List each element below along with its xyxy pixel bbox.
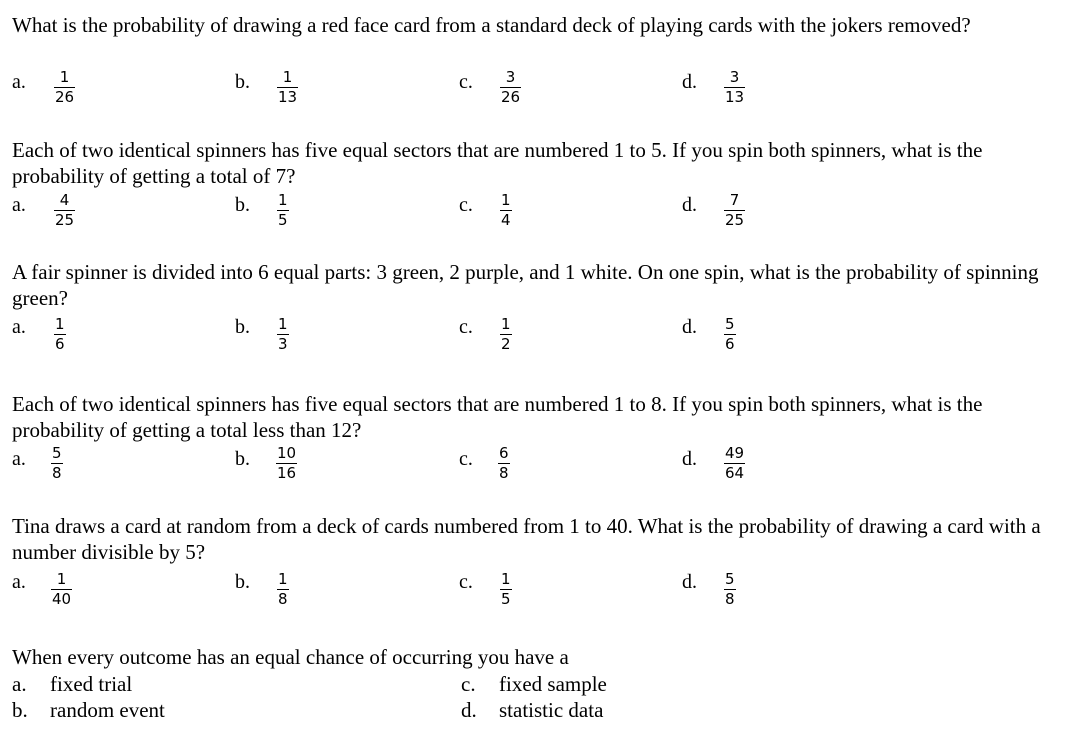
- denominator: 8: [499, 464, 509, 482]
- q5-option-d-fraction: [724, 572, 736, 607]
- numerator: 1: [501, 315, 511, 333]
- q2-option-a-letter: a.: [12, 194, 26, 216]
- q4-option-a-fraction: [51, 446, 63, 481]
- q5-option-c-letter: c.: [459, 571, 473, 593]
- q6-option-b-letter: b.: [12, 698, 28, 722]
- q5-option-b-fraction: [277, 572, 289, 607]
- q6-option-a-label: fixed trial: [50, 672, 133, 696]
- numerator: 10: [277, 444, 297, 462]
- denominator: 2: [501, 335, 511, 353]
- numerator: 1: [501, 570, 511, 588]
- denominator: 8: [278, 590, 288, 608]
- question-3-text: A fair spinner is divided into 6 equal parts: 3 green, 2 purple, and 1 white. On one spin, what is the probability of spinning green?: [12, 260, 1039, 310]
- q6-option-c-letter: c.: [461, 672, 476, 696]
- q1-option-a-fraction: [54, 70, 75, 105]
- q4-option-d-fraction: [724, 446, 745, 481]
- question-5-text: Tina draws a card at random from a deck of cards numbered from 1 to 40. What is the probability of drawing a card with a number divisible by 5?: [12, 514, 1041, 564]
- question-6-text: When every outcome has an equal chance of occurring you have a: [12, 645, 569, 669]
- numerator: 3: [505, 68, 516, 86]
- denominator: 8: [52, 464, 62, 482]
- q3-option-d-letter: d.: [682, 316, 697, 338]
- q3-option-c-letter: c.: [459, 316, 473, 338]
- numerator: 5: [725, 315, 735, 333]
- denominator: 8: [725, 590, 735, 608]
- q3-option-d-fraction: [724, 317, 736, 352]
- numerator: 1: [55, 315, 65, 333]
- denominator: 4: [501, 211, 511, 229]
- q2-option-c-fraction: [500, 193, 512, 228]
- denominator: 16: [277, 464, 297, 482]
- question-4-text: Each of two identical spinners has five equal sectors that are numbered 1 to 8. If you spin both spinners, what is the probability of getting a total less than 12?: [12, 392, 983, 442]
- q1-option-b-fraction: [277, 70, 298, 105]
- q1-option-c-letter: c.: [459, 71, 473, 93]
- q1-option-d-fraction: [724, 70, 745, 105]
- q5-option-a-letter: a.: [12, 571, 26, 593]
- numerator: 6: [499, 444, 509, 462]
- q1-option-b-letter: b.: [235, 71, 250, 93]
- q5-option-d-letter: d.: [682, 571, 697, 593]
- numerator: 1: [56, 570, 67, 588]
- numerator: 1: [278, 570, 288, 588]
- q4-option-c-letter: c.: [459, 448, 473, 470]
- denominator: 5: [278, 211, 288, 229]
- numerator: 1: [59, 68, 70, 86]
- numerator: 5: [725, 570, 735, 588]
- q6-option-a-letter: a.: [12, 672, 27, 696]
- q4-option-b-fraction: [276, 446, 297, 481]
- numerator: 5: [52, 444, 62, 462]
- numerator: 1: [278, 191, 288, 209]
- denominator: 5: [501, 590, 511, 608]
- numerator: 4: [59, 191, 70, 209]
- q3-option-b-fraction: [277, 317, 289, 352]
- q3-option-c-fraction: [500, 317, 512, 352]
- q1-option-a-letter: a.: [12, 71, 26, 93]
- denominator: 3: [278, 335, 288, 353]
- numerator: 1: [278, 315, 288, 333]
- q4-option-c-fraction: [498, 446, 510, 481]
- denominator: 6: [55, 335, 65, 353]
- q4-option-b-letter: b.: [235, 448, 250, 470]
- q6-option-d-label: statistic data: [499, 698, 604, 722]
- denominator: 13: [278, 88, 298, 106]
- q6-option-b-label: random event: [50, 698, 165, 722]
- denominator: 25: [725, 211, 745, 229]
- q2-option-b-letter: b.: [235, 194, 250, 216]
- q2-option-d-fraction: [724, 193, 745, 228]
- q1-option-d-letter: d.: [682, 71, 697, 93]
- numerator: 3: [729, 68, 740, 86]
- q2-option-d-letter: d.: [682, 194, 697, 216]
- q3-option-b-letter: b.: [235, 316, 250, 338]
- q6-option-d-letter: d.: [461, 698, 477, 722]
- denominator: 26: [501, 88, 521, 106]
- numerator: 1: [282, 68, 293, 86]
- q4-option-d-letter: d.: [682, 448, 697, 470]
- q6-option-c-label: fixed sample: [499, 672, 607, 696]
- question-1-text: What is the probability of drawing a red face card from a standard deck of playing cards with the jokers removed?: [12, 13, 971, 37]
- q2-option-a-fraction: [54, 193, 75, 228]
- q2-option-b-fraction: [277, 193, 289, 228]
- q5-option-c-fraction: [500, 572, 512, 607]
- denominator: 26: [55, 88, 75, 106]
- q3-option-a-fraction: [54, 317, 66, 352]
- q1-option-c-fraction: [500, 70, 521, 105]
- q4-option-a-letter: a.: [12, 448, 26, 470]
- numerator: 1: [501, 191, 511, 209]
- numerator: 7: [729, 191, 740, 209]
- denominator: 64: [725, 464, 745, 482]
- denominator: 6: [725, 335, 735, 353]
- denominator: 40: [52, 590, 72, 608]
- denominator: 13: [725, 88, 745, 106]
- q5-option-a-fraction: [51, 572, 72, 607]
- question-2-text: Each of two identical spinners has five equal sectors that are numbered 1 to 5. If you spin both spinners, what is the probability of getting a total of 7?: [12, 138, 983, 188]
- q5-option-b-letter: b.: [235, 571, 250, 593]
- numerator: 49: [725, 444, 745, 462]
- denominator: 25: [55, 211, 75, 229]
- q3-option-a-letter: a.: [12, 316, 26, 338]
- q2-option-c-letter: c.: [459, 194, 473, 216]
